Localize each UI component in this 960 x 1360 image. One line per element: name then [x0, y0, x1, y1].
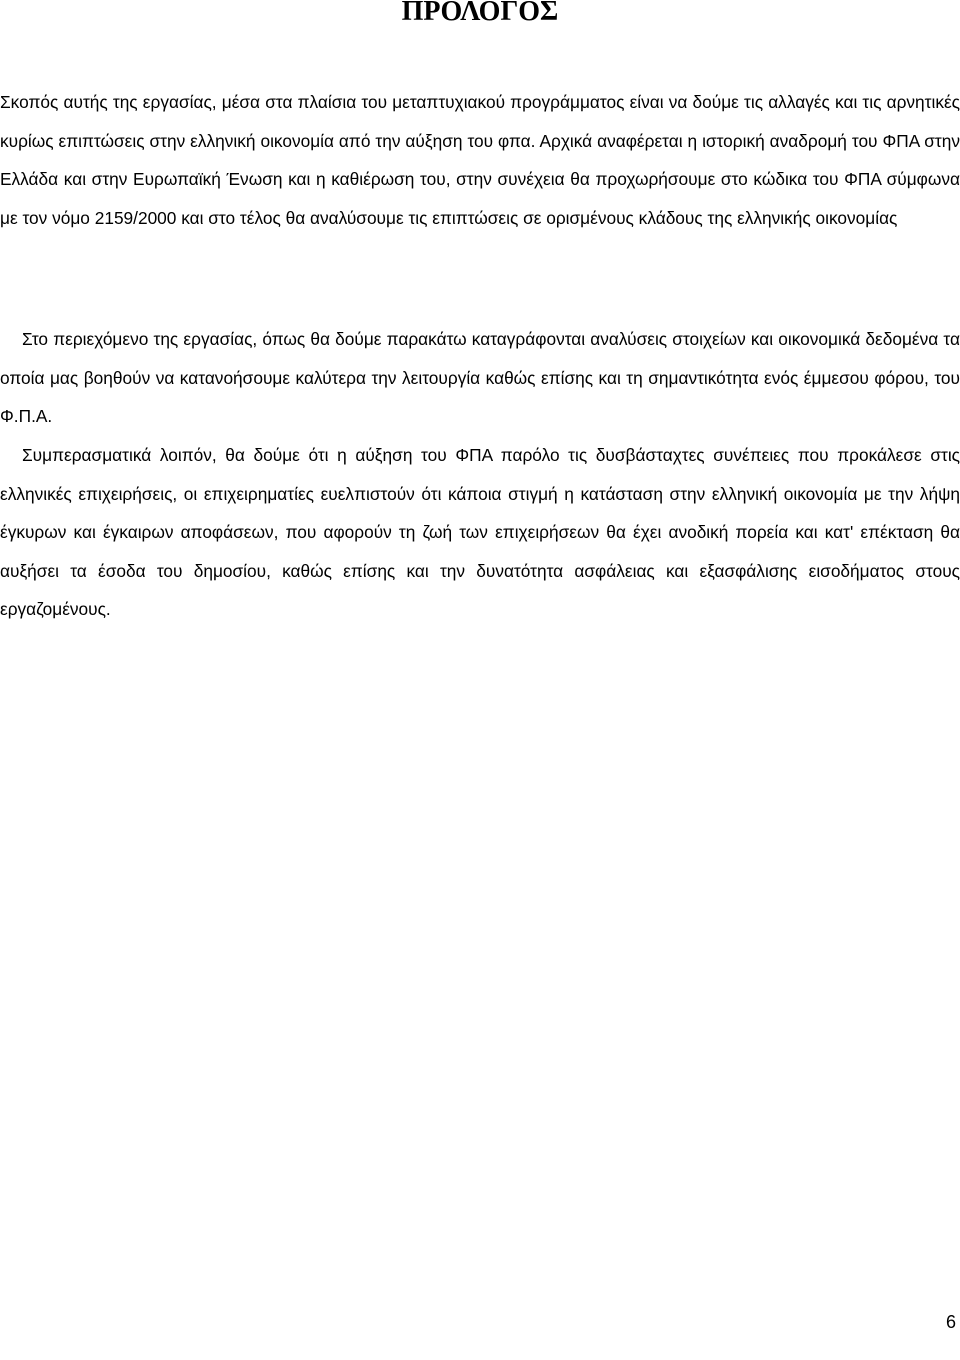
paragraph-content: Στο περιεχόμενο της εργασίας, όπως θα δούμε παρακάτω καταγράφονται αναλύσεις στοιχείων και οικονομικά δεδομένα τα οποία μας βοηθούν να κατανοήσουμε καλύτερα την λειτουργία καθώς επίσης και τη σημαντικότητα ενός έμμεσου φόρου, του Φ.Π.Α. [0, 329, 960, 426]
page-title: ΠΡΟΛΟΓΟΣ [401, 0, 559, 27]
page-number: 6 [945, 1312, 956, 1332]
paragraph-conclusion: Συμπερασματικά λοιπόν, θα δούμε ότι η αύξηση του ΦΠΑ παρόλο τις δυσβάσταχτες συνέπειες που προκάλεσε στις ελληνικές επιχειρήσεις, οι επιχειρηματίες ευελπιστούν ότι κάποια στιγμή η κατάσταση στην ελληνική οικονομία με την λήψη έγκυρων και έγκαιρων αποφάσεων, που αφορούν τη ζωή των επιχειρήσεων θα έχει ανοδική πορεία και κατ' επέκταση θα αυξήσει τα έσοδα του δημοσίου, καθώς επίσης και την δυνατότητα ασφάλειας και εξασφάλισης εισοδήματος στους εργαζομένους. [0, 445, 960, 619]
paragraph-purpose: Σκοπός αυτής της εργασίας, μέσα στα πλαίσια του μεταπτυχιακού προγράμματος είναι να δούμε τις αλλαγές και τις αρνητικές κυρίως επιπτώσεις στην ελληνική οικονομία από την αύξηση του φπα. Αρχικά αναφέρεται η ιστορική αναδρομή του ΦΠΑ στην Ελλάδα και στην Ευρωπαϊκή Ένωση και η καθιέρωση του, στην συνέχεια θα προχωρήσουμε στο κώδικα του ΦΠΑ σύμφωνα με τον νόμο 2159/2000 και στο τέλος θα αναλύσουμε τις επιπτώσεις σε ορισμένους κλάδους της ελληνικής οικονομίας [0, 92, 960, 228]
